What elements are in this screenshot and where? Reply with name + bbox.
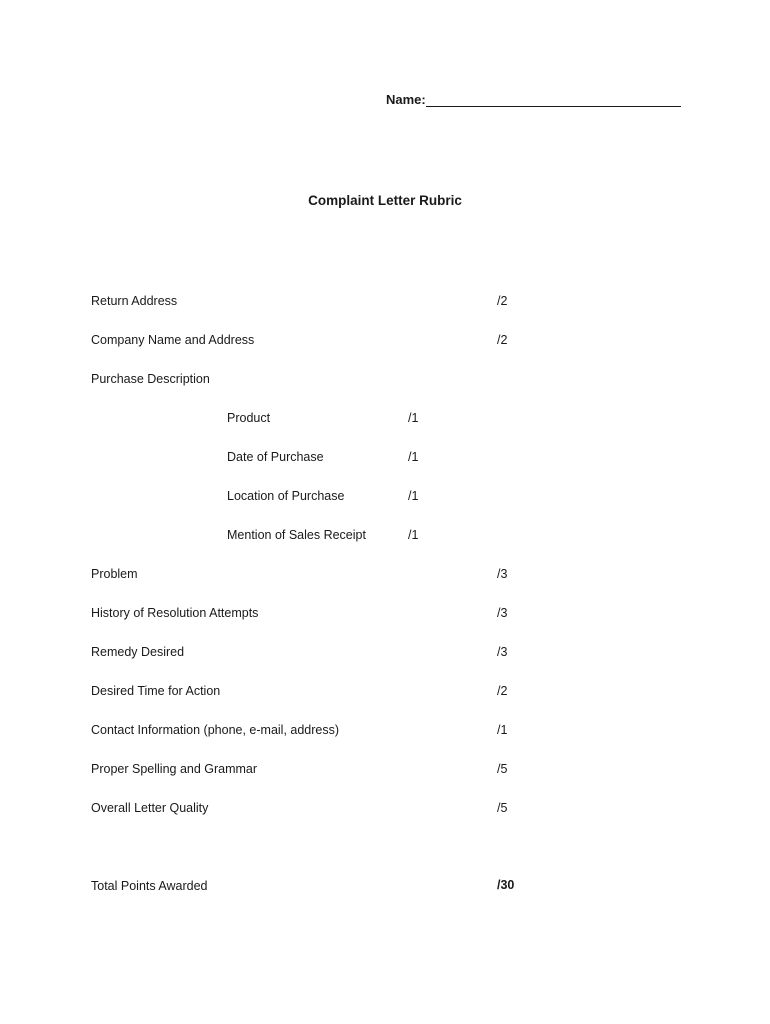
rubric-sub-label-receipt: Mention of Sales Receipt <box>227 528 366 542</box>
name-blank-line <box>426 92 681 107</box>
rubric-points-spelling: /5 <box>497 762 508 776</box>
rubric-points-company: /2 <box>497 333 508 347</box>
rubric-sub-points-product: /1 <box>408 411 419 425</box>
rubric-label-time: Desired Time for Action <box>91 684 221 698</box>
rubric-label-contact: Contact Information (phone, e-mail, address) <box>91 723 340 737</box>
rubric-sub-points-date: /1 <box>408 450 419 464</box>
rubric-points-contact: /1 <box>497 723 508 737</box>
rubric-points-return-address: /2 <box>497 294 508 308</box>
title-text: Complaint Letter Rubric <box>308 193 462 208</box>
total-points: /30 <box>497 878 515 892</box>
rubric-label-spelling: Proper Spelling and Grammar <box>91 762 258 776</box>
rubric-points-time: /2 <box>497 684 508 698</box>
rubric-points-history: /3 <box>497 606 508 620</box>
rubric-label-company: Company Name and Address <box>91 333 255 347</box>
rubric-sub-label-location: Location of Purchase <box>227 489 345 503</box>
rubric-points-problem: /3 <box>497 567 508 581</box>
rubric-label-return-address: Return Address <box>91 294 178 308</box>
rubric-sub-label-product: Product <box>227 411 271 425</box>
total-label: Total Points Awarded <box>91 879 208 893</box>
rubric-label-quality: Overall Letter Quality <box>91 801 209 815</box>
rubric-sub-points-receipt: /1 <box>408 528 419 542</box>
document-title <box>0 193 770 208</box>
rubric-label-history: History of Resolution Attempts <box>91 606 259 620</box>
rubric-label-remedy: Remedy Desired <box>91 645 185 659</box>
rubric-points-remedy: /3 <box>497 645 508 659</box>
rubric-sub-label-date: Date of Purchase <box>227 450 324 464</box>
name-field <box>386 92 681 107</box>
rubric-label-purchase-description: Purchase Description <box>91 372 210 386</box>
rubric-sub-points-location: /1 <box>408 489 419 503</box>
rubric-points-quality: /5 <box>497 801 508 815</box>
rubric-label-problem: Problem <box>91 567 138 581</box>
name-label: Name: <box>386 92 426 107</box>
